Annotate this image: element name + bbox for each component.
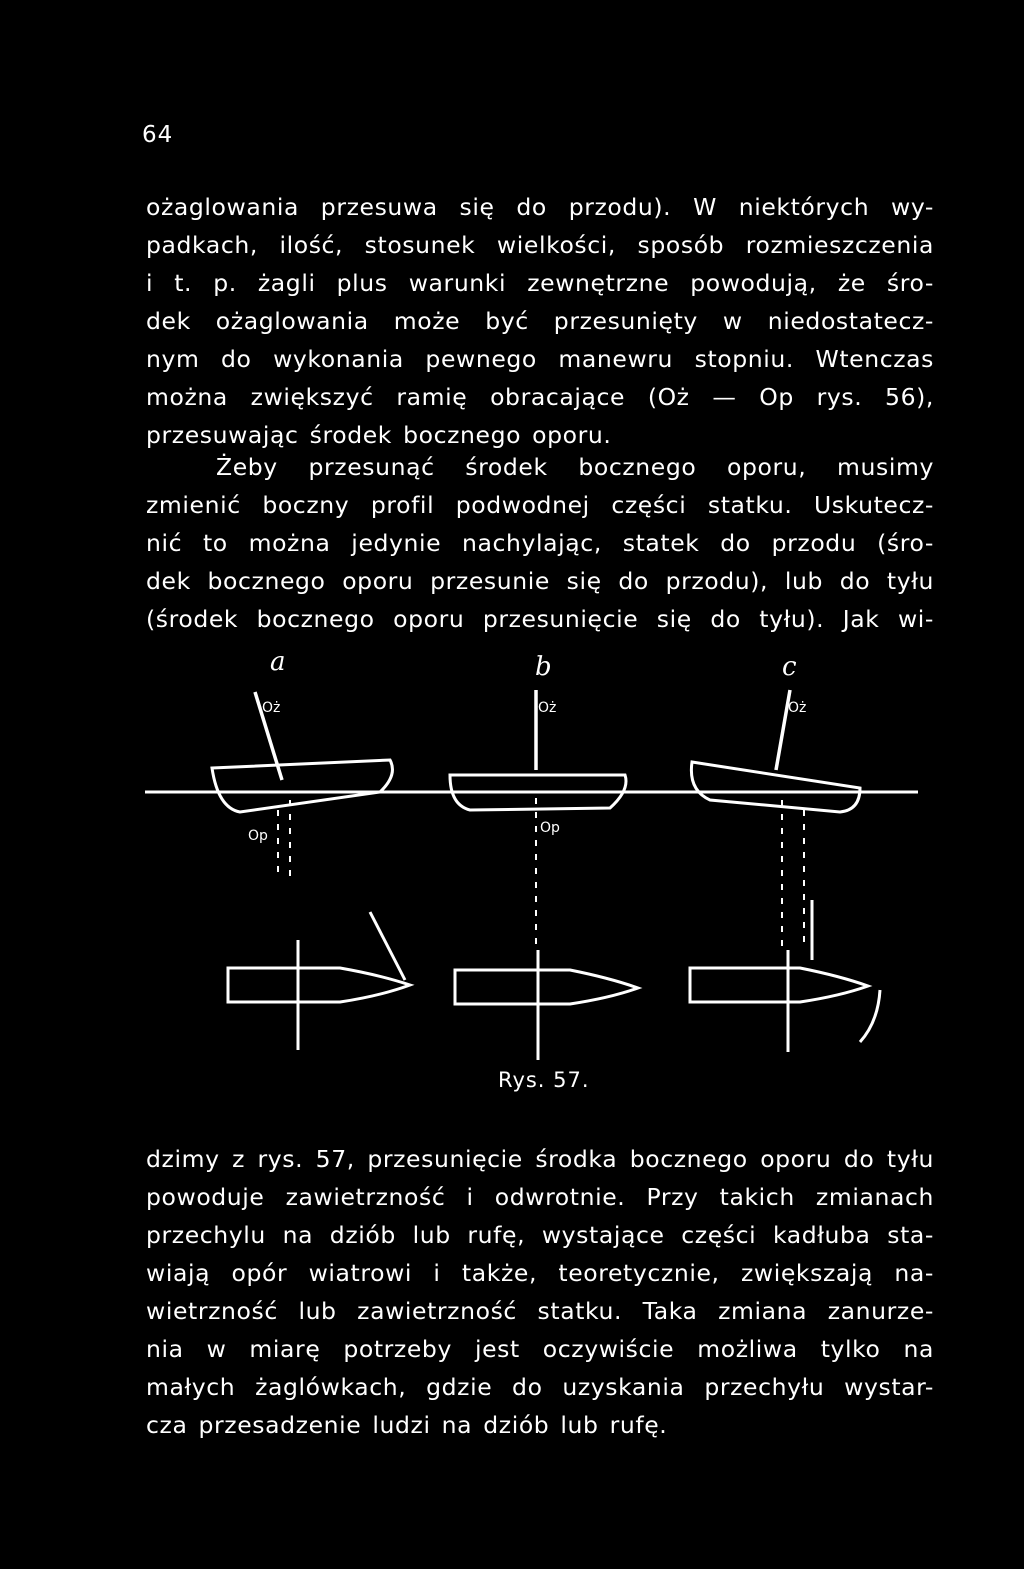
oz-label-b: Oż — [538, 700, 557, 716]
text-line: zmienić boczny profil podwodnej części statku. Uskutecz- — [146, 491, 934, 519]
boat-side-b — [450, 690, 626, 950]
panel-label-c: c — [782, 652, 797, 682]
text-line: dek bocznego oporu przesunie się do przodu), lub do tyłu — [146, 567, 934, 595]
text-line: padkach, ilość, stosunek wielkości, sposób rozmieszczenia — [146, 231, 934, 259]
text-line: i t. p. żagli plus warunki zewnętrzne powodują, że śro- — [146, 269, 934, 297]
figure-57 — [140, 650, 930, 1070]
boat-top-c — [690, 900, 880, 1052]
text-line: dzimy z rys. 57, przesunięcie środka bocznego oporu do tyłu — [146, 1145, 934, 1173]
text-line: małych żaglówkach, gdzie do uzyskania przechyłu wystar- — [146, 1373, 934, 1401]
op-label-b: Op — [540, 820, 560, 836]
text-line: nia w miarę potrzeby jest oczywiście możliwa tylko na — [146, 1335, 934, 1363]
oz-label-a: Oż — [262, 700, 281, 716]
oz-label-c: Oż — [788, 700, 807, 716]
text-line: dek ożaglowania może być przesunięty w niedostatecz- — [146, 307, 934, 335]
text-line: powoduje zawietrzność i odwrotnie. Przy takich zmianach — [146, 1183, 934, 1211]
boat-top-b — [455, 950, 638, 1060]
boat-diagram — [140, 650, 930, 1070]
figure-caption: Rys. 57. — [498, 1068, 590, 1092]
text-line: (środek bocznego oporu przesunięcie się do tyłu). Jak wi- — [146, 605, 934, 633]
text-line: cza przesadzenie ludzi na dziób lub rufę. — [146, 1411, 668, 1439]
text-line: Żeby przesunąć środek bocznego oporu, musimy — [216, 453, 934, 481]
op-label-a: Op — [248, 828, 268, 844]
paragraph-2 — [146, 448, 934, 638]
paragraph-1 — [146, 188, 934, 454]
text-line: nym do wykonania pewnego manewru stopniu. Wtenczas — [146, 345, 934, 373]
panel-label-b: b — [535, 652, 552, 682]
boat-side-c — [691, 690, 860, 950]
paragraph-3 — [146, 1140, 934, 1444]
text-line: wietrzność lub zawietrzność statku. Taka zmiana zanurze- — [146, 1297, 934, 1325]
panel-label-a: a — [270, 650, 286, 677]
text-line: nić to można jedynie nachylając, statek do przodu (śro- — [146, 529, 934, 557]
text-line: ożaglowania przesuwa się do przodu). W niektórych wy- — [146, 193, 934, 221]
page-number: 64 — [142, 122, 174, 148]
text-line: przechylu na dziób lub rufę, wystające części kadłuba sta- — [146, 1221, 934, 1249]
boat-side-a — [212, 692, 392, 880]
text-line: przesuwając środek bocznego oporu. — [146, 421, 612, 449]
boat-top-a — [228, 912, 410, 1050]
text-line: wiają opór wiatrowi i także, teoretycznie, zwiększają na- — [146, 1259, 934, 1287]
text-line: można zwiększyć ramię obracające (Oż — Op rys. 56), — [146, 383, 934, 411]
